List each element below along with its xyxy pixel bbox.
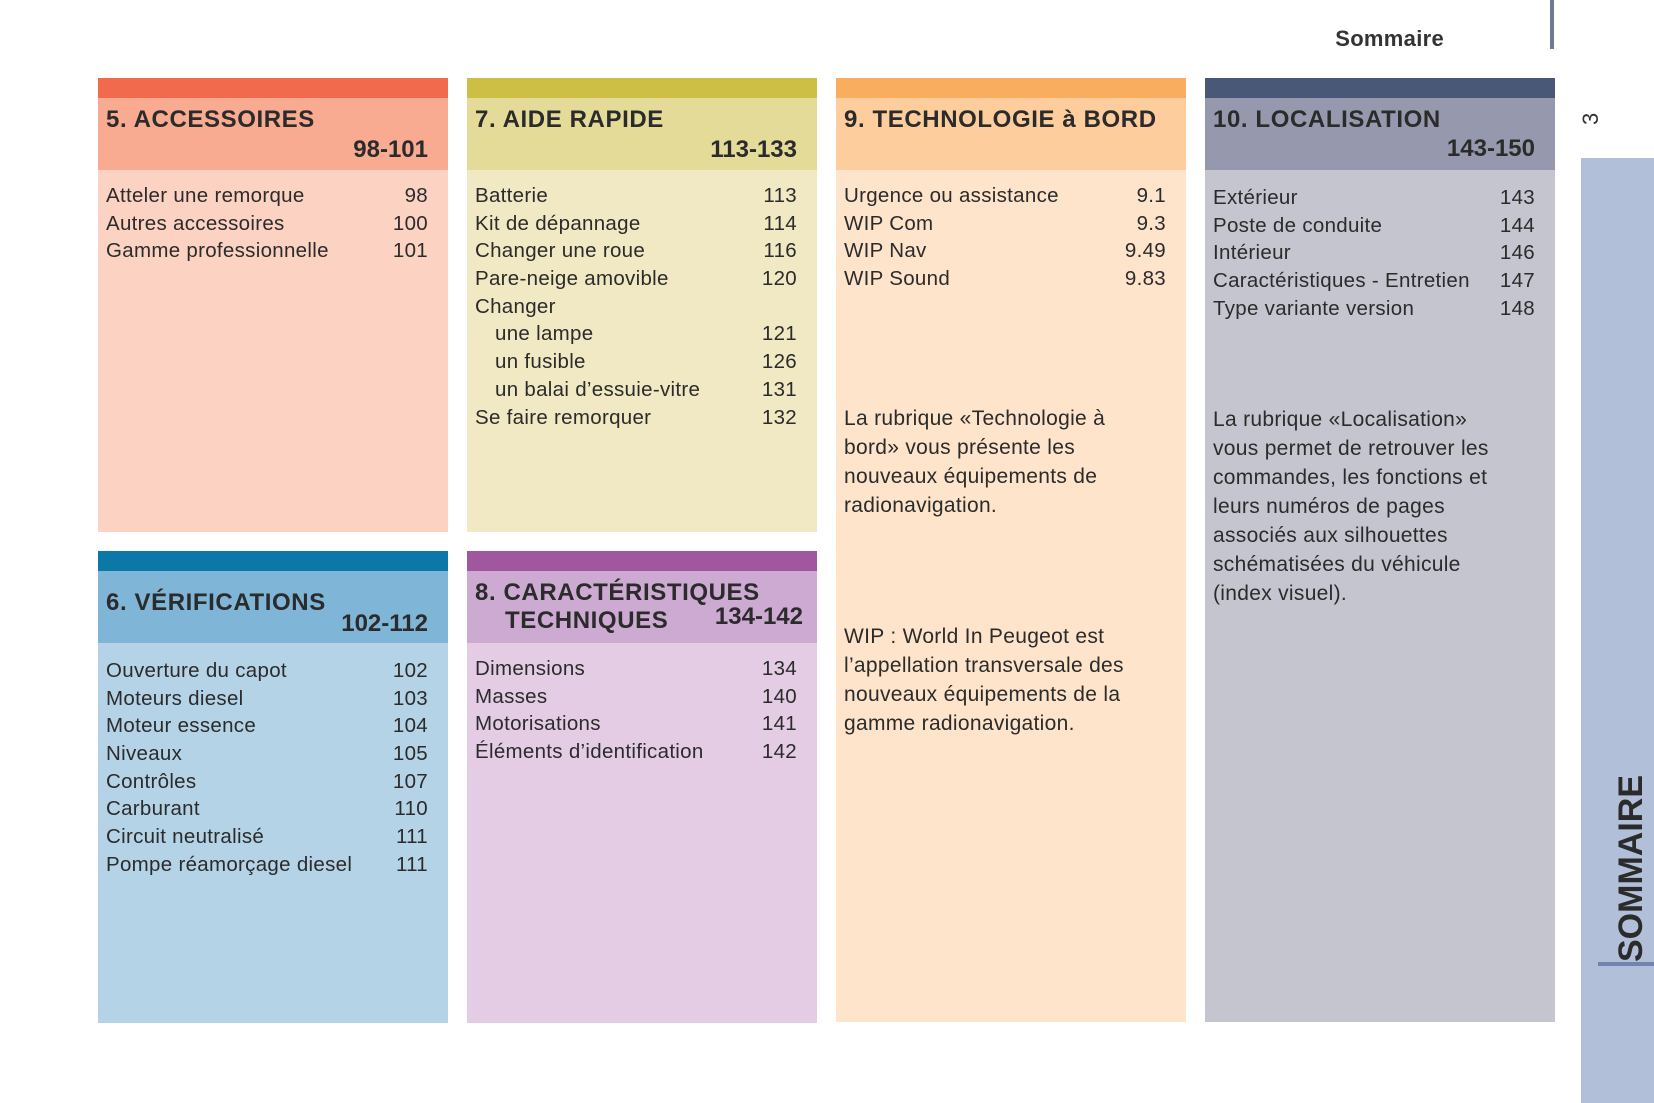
page-header-title: Sommaire (1335, 26, 1444, 51)
toc-item[interactable] (475, 683, 797, 711)
toc-item-page: 134 (761, 657, 797, 680)
panel-header (1205, 98, 1555, 170)
toc-item-page: 113 (763, 184, 797, 207)
panel-body (98, 170, 448, 532)
toc-item-label: Pare-neige amovible (475, 267, 669, 291)
panel-color-bar (98, 78, 448, 98)
toc-subitem[interactable] (475, 348, 797, 376)
panel-color-bar (98, 551, 448, 571)
toc-item-label: WIP Sound (844, 267, 951, 291)
panel-page-range: 98-101 (353, 136, 428, 163)
toc-item[interactable] (106, 851, 428, 879)
toc-item-label: Kit de dépannage (475, 211, 641, 235)
panel-header (98, 571, 448, 643)
toc-item-page: 144 (1499, 213, 1535, 237)
panel-color-bar (467, 551, 817, 571)
toc-item-label: Motorisations (475, 712, 601, 736)
toc-item-page: 141 (761, 712, 797, 736)
toc-item-label: Dimensions (475, 657, 586, 680)
toc-item-label: Batterie (475, 184, 549, 207)
panel-page-range: 113-133 (710, 136, 797, 163)
panel-body (98, 643, 448, 1023)
toc-item-page: 116 (763, 239, 797, 263)
panel-title: 6. VÉRIFICATIONS (106, 589, 326, 616)
toc-item[interactable] (475, 738, 797, 766)
panel-header (467, 571, 817, 643)
toc-item[interactable] (1213, 267, 1535, 295)
panel-accessoires (98, 78, 448, 532)
panel-title: 9. TECHNOLOGIE à BORD (844, 106, 1157, 133)
page-number: 3 (1578, 112, 1603, 125)
side-tab-underline (1598, 962, 1654, 966)
panel-localisation (1205, 78, 1555, 1022)
panel-aide-rapide (467, 78, 817, 532)
panel-body (836, 170, 1186, 1022)
toc-item[interactable] (475, 237, 797, 265)
toc-item-label: Masses (475, 684, 548, 708)
toc-item-label: Gamme professionnelle (106, 239, 329, 263)
toc-item-label: Pompe réamorçage diesel (106, 852, 353, 876)
toc-item-page: 146 (1499, 241, 1535, 265)
toc-item-page: 102 (392, 659, 428, 682)
toc-item-page: 147 (1499, 269, 1535, 293)
panel-title-line2: TECHNIQUES (505, 607, 669, 634)
toc-item-label: Contrôles (106, 769, 197, 793)
panel-header (836, 98, 1186, 170)
toc-item[interactable] (106, 210, 428, 238)
toc-item[interactable] (844, 182, 1166, 210)
toc-item[interactable] (1213, 295, 1535, 323)
toc-item[interactable] (106, 685, 428, 713)
toc-item[interactable] (106, 768, 428, 796)
toc-item-page: 104 (392, 714, 428, 738)
panel-body (467, 170, 817, 532)
toc-group-label (475, 293, 797, 321)
toc-item[interactable] (844, 210, 1166, 238)
toc-item-page: 120 (761, 267, 797, 291)
toc-item-label: une lampe (495, 322, 594, 346)
toc-item-label: Circuit neutralisé (106, 825, 265, 849)
toc-item-page: 98 (404, 184, 428, 207)
panel-caracteristiques-techniques (467, 551, 817, 1023)
panel-color-bar (836, 78, 1186, 98)
toc-item-label: Carburant (106, 797, 200, 821)
toc-item-label: Urgence ou assistance (844, 184, 1059, 207)
panel-body (1205, 170, 1555, 1022)
toc-item-page: 143 (1499, 186, 1535, 209)
toc-item[interactable] (1213, 184, 1535, 212)
toc-item-page: 148 (1499, 296, 1535, 320)
toc-item-page: 103 (392, 686, 428, 710)
toc-item[interactable] (475, 655, 797, 683)
toc-item-label: Éléments d’identification (475, 740, 704, 764)
toc-item-page: 9.49 (1124, 239, 1166, 263)
toc-item-label: Changer (475, 294, 556, 318)
panel-verifications (98, 551, 448, 1023)
toc-subitem[interactable] (475, 320, 797, 348)
wip-note: WIP : World In Peugeot est l’appellation transversale des nouveaux équipements de la gamme radionavigation. (844, 624, 1124, 735)
toc-item-page: 111 (395, 825, 428, 849)
side-tab-label: SOMMAIRE (1612, 775, 1650, 962)
toc-item-page: 105 (392, 742, 428, 766)
toc-item-page: 9.1 (1136, 184, 1166, 207)
panel-title-line1: 8. CARACTÉRISTIQUES (475, 579, 760, 606)
panel-body (467, 643, 817, 1023)
toc-item-page: 101 (392, 239, 428, 263)
toc-item-page: 114 (763, 211, 797, 235)
toc-item-label: un balai d’essuie-vitre (495, 377, 701, 401)
toc-item-page: 121 (761, 322, 797, 346)
toc-item-label: Changer une roue (475, 239, 646, 263)
panel-technologie-a-bord (836, 78, 1186, 1022)
toc-item[interactable] (475, 210, 797, 238)
toc-item-label: Autres accessoires (106, 211, 285, 235)
toc-item-page: 110 (394, 797, 428, 821)
toc-item-label: Atteler une remorque (106, 184, 305, 207)
toc-item-label: Se faire remorquer (475, 405, 652, 429)
toc-item-label: Niveaux (106, 742, 183, 766)
toc-item[interactable] (106, 182, 428, 210)
toc-item[interactable] (844, 237, 1166, 265)
section-description: La rubrique «Localisation» vous permet de retrouver les commandes, les fonctions et leurs numéros de pages associés aux silhouettes schématisées du véhicule (index visuel). (1213, 408, 1489, 606)
panel-page-range: 102-112 (341, 610, 428, 637)
toc-item-label: WIP Com (844, 211, 934, 235)
toc-item[interactable] (106, 657, 428, 685)
toc-item[interactable] (106, 237, 428, 265)
panel-title: 7. AIDE RAPIDE (475, 106, 664, 133)
toc-item[interactable] (1213, 212, 1535, 240)
toc-item[interactable] (475, 710, 797, 738)
toc-item[interactable] (475, 404, 797, 432)
toc-item[interactable] (106, 823, 428, 851)
toc-item[interactable] (475, 182, 797, 210)
toc-item[interactable] (106, 740, 428, 768)
toc-item-label: Moteur essence (106, 714, 257, 738)
toc-item-page: 126 (761, 350, 797, 374)
panel-header (467, 98, 817, 170)
toc-item-label: Poste de conduite (1213, 213, 1383, 237)
toc-subitem[interactable] (475, 376, 797, 404)
toc-item-page: 100 (392, 211, 428, 235)
toc-item-label: Ouverture du capot (106, 659, 287, 682)
toc-item-page: 107 (392, 769, 428, 793)
toc-item[interactable] (106, 795, 428, 823)
toc-item-label: Caractéristiques - Entretien (1213, 269, 1470, 293)
toc-item-label: Intérieur (1213, 241, 1291, 265)
toc-item-page: 9.3 (1136, 211, 1166, 235)
panel-title: 5. ACCESSOIRES (106, 106, 315, 133)
panel-color-bar (467, 78, 817, 98)
toc-item-label: Type variante version (1213, 296, 1415, 320)
toc-item-page: 142 (761, 740, 797, 764)
toc-item-page: 9.83 (1124, 267, 1166, 291)
panel-color-bar (1205, 78, 1555, 98)
toc-item-label: Moteurs diesel (106, 686, 244, 710)
toc-item-label: WIP Nav (844, 239, 927, 263)
toc-item[interactable] (844, 265, 1166, 293)
panel-page-range: 143-150 (1446, 135, 1535, 162)
toc-item-label: un fusible (495, 350, 586, 374)
toc-item-page: 131 (761, 377, 797, 401)
toc-item[interactable] (475, 265, 797, 293)
panel-header (98, 98, 448, 170)
panel-page-range: 134-142 (714, 603, 803, 630)
header-rule (1550, 0, 1554, 49)
toc-item-page: 140 (761, 684, 797, 708)
toc-item[interactable] (106, 712, 428, 740)
toc-item-page: 111 (395, 852, 428, 876)
toc-item[interactable] (1213, 239, 1535, 267)
panel-title: 10. LOCALISATION (1213, 106, 1441, 133)
toc-item-page: 132 (761, 405, 797, 429)
toc-item-label: Extérieur (1213, 186, 1298, 209)
section-description: La rubrique «Technologie à bord» vous présente les nouveaux équipements de radionavigation. (844, 406, 1106, 517)
